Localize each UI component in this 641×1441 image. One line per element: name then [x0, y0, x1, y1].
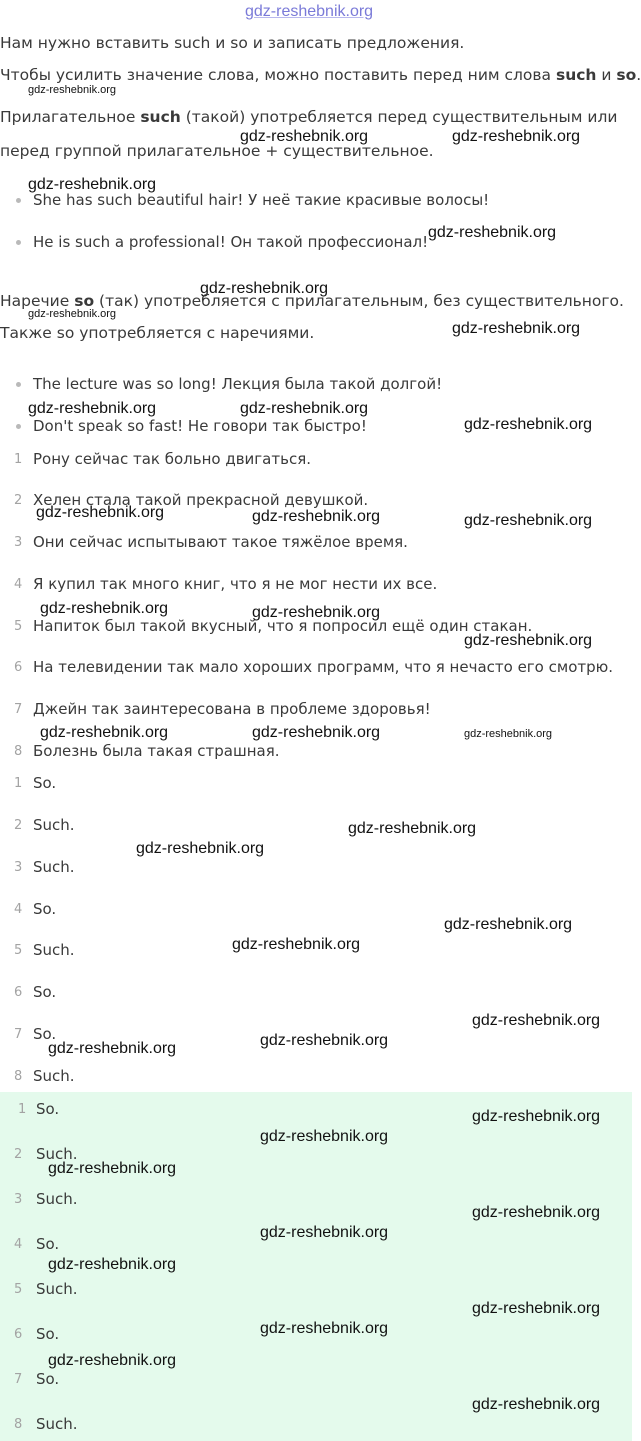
watermark: gdz-reshebnik.org: [472, 1204, 601, 1221]
watermark: gdz-reshebnik.org: [452, 320, 581, 337]
watermark: gdz-reshebnik.org: [48, 1040, 177, 1057]
bullet-icon: [16, 424, 21, 429]
sentence-text: Напиток был такой вкусный, что я попросил ещё один стакан.: [33, 617, 533, 635]
sentence-number: 5: [14, 619, 23, 634]
bullet-icon: [16, 382, 21, 387]
answer-text: So.: [36, 1235, 60, 1253]
sentence-text: Рону сейчас так больно двигаться.: [33, 450, 311, 468]
answer-number: 2: [14, 818, 23, 833]
sentence-text: Болезнь была такая страшная.: [33, 742, 280, 760]
watermark: gdz-reshebnik.org: [40, 600, 169, 617]
intro-line-2-start: Чтобы усилить значение слова, можно поставить перед ним слова: [0, 66, 556, 84]
answer-number: 4: [14, 1237, 23, 1252]
watermark: gdz-reshebnik.org: [240, 128, 369, 145]
answer-text: Such.: [33, 941, 75, 959]
so-rule-start: Наречие: [0, 292, 75, 310]
sentence-text: На телевидении так мало хороших программ, что я нечасто его смотрю.: [33, 658, 614, 676]
answer-text: So.: [33, 774, 57, 792]
sentence-number: 6: [14, 660, 23, 675]
watermark: gdz-reshebnik.org: [48, 1256, 177, 1273]
sentence-number: 2: [14, 493, 23, 508]
watermark: gdz-reshebnik.org: [472, 1108, 601, 1125]
watermark: gdz-reshebnik.org: [252, 604, 381, 621]
watermark: gdz-reshebnik.org: [28, 176, 157, 193]
such-rule-start: Прилагательное: [0, 108, 141, 126]
sentence-number: 3: [14, 535, 23, 550]
sentence-number: 1: [14, 452, 23, 467]
answer-text: So.: [33, 900, 57, 918]
watermark-header: gdz-reshebnik.org: [245, 3, 374, 20]
word-so: so: [74, 292, 95, 310]
bullet-icon: [16, 240, 21, 245]
watermark: gdz-reshebnik.org: [240, 400, 369, 417]
answer-text: Such.: [36, 1190, 78, 1208]
answer-number: 6: [14, 1327, 23, 1342]
watermark: gdz-reshebnik.org: [464, 512, 593, 529]
watermark: gdz-reshebnik.org: [200, 280, 329, 297]
answer-number: 2: [14, 1147, 23, 1162]
answer-text: So.: [36, 1100, 60, 1118]
sentence-text: Джейн так заинтересована в проблеме здоровья!: [33, 700, 431, 718]
intro-line-2-mid: и: [596, 66, 617, 84]
watermark: gdz-reshebnik.org: [136, 840, 265, 857]
sentence-number: 7: [14, 702, 23, 717]
sentence-text: Хелен стала такой прекрасной девушкой.: [33, 491, 369, 509]
watermark: gdz-reshebnik.org: [464, 728, 553, 740]
watermark: gdz-reshebnik.org: [472, 1012, 601, 1029]
example-such-1: She has such beautiful hair! У неё такие красивые волосы!: [33, 191, 490, 209]
answer-text: So.: [36, 1325, 60, 1343]
watermark: gdz-reshebnik.org: [252, 508, 381, 525]
such-rule-line-1: [0, 108, 617, 126]
watermark: gdz-reshebnik.org: [260, 1032, 389, 1049]
watermark: gdz-reshebnik.org: [452, 128, 581, 145]
answer-text: So.: [33, 983, 57, 1001]
watermark: gdz-reshebnik.org: [444, 916, 573, 933]
watermark: gdz-reshebnik.org: [348, 820, 477, 837]
answer-number: 7: [14, 1027, 23, 1042]
example-so-2: Don't speak so fast! Не говори так быстро!: [33, 417, 367, 435]
example-so-1: The lecture was so long! Лекция была такой долгой!: [33, 375, 443, 393]
so-rule-line-2: Также so употребляется с наречиями.: [0, 324, 315, 342]
word-such: such: [140, 108, 181, 126]
intro-line-2: [0, 66, 641, 84]
answer-text: So.: [36, 1370, 60, 1388]
watermark: gdz-reshebnik.org: [40, 724, 169, 741]
such-rule-line-2: перед группой прилагательное + существительное.: [0, 142, 434, 160]
answer-text: Such.: [36, 1280, 78, 1298]
sentence-number: 8: [14, 744, 23, 759]
answer-text: Such.: [36, 1145, 78, 1163]
word-so: so: [616, 66, 637, 84]
sentence-text: Я купил так много книг, что я не мог нести их все.: [33, 575, 438, 593]
watermark: gdz-reshebnik.org: [36, 504, 165, 521]
so-rule-end: (так) употребляется с прилагательным, без существительного.: [94, 292, 624, 310]
watermark: gdz-reshebnik.org: [28, 84, 117, 96]
answer-number: 4: [14, 902, 23, 917]
intro-line-1: Нам нужно вставить such и so и записать предложения.: [0, 34, 465, 52]
watermark: gdz-reshebnik.org: [28, 400, 157, 417]
intro-line-2-end: .: [636, 66, 641, 84]
answer-number: 6: [14, 985, 23, 1000]
sentence-number: 4: [14, 577, 23, 592]
answer-number: 3: [14, 860, 23, 875]
watermark: gdz-reshebnik.org: [260, 1224, 389, 1241]
answer-text: Such.: [33, 858, 75, 876]
answer-number: 5: [14, 1282, 23, 1297]
watermark: gdz-reshebnik.org: [464, 416, 593, 433]
answer-number: 1: [18, 1102, 27, 1117]
answer-text: Such.: [33, 1067, 75, 1085]
answer-number: 8: [14, 1069, 23, 1084]
answer-number: 1: [14, 776, 23, 791]
answer-number: 7: [14, 1372, 23, 1387]
watermark: gdz-reshebnik.org: [260, 1320, 389, 1337]
word-such: such: [555, 66, 597, 84]
watermark: gdz-reshebnik.org: [232, 936, 361, 953]
watermark: gdz-reshebnik.org: [428, 224, 557, 241]
answer-text: Such.: [33, 816, 75, 834]
watermark: gdz-reshebnik.org: [464, 632, 593, 649]
example-such-2: He is such a professional! Он такой профессионал!: [33, 233, 429, 251]
answer-text: Such.: [36, 1415, 78, 1433]
answer-number: 8: [14, 1417, 23, 1432]
watermark: gdz-reshebnik.org: [260, 1128, 389, 1145]
answer-number: 3: [14, 1192, 23, 1207]
sentence-text: Они сейчас испытывают такое тяжёлое время.: [33, 533, 408, 551]
answer-number: 5: [14, 943, 23, 958]
bullet-icon: [16, 198, 21, 203]
watermark: gdz-reshebnik.org: [28, 308, 117, 320]
watermark: gdz-reshebnik.org: [48, 1160, 177, 1177]
answer-text: So.: [33, 1025, 57, 1043]
watermark: gdz-reshebnik.org: [252, 724, 381, 741]
such-rule-end: (такой) употребляется перед существительным или: [180, 108, 618, 126]
watermark: gdz-reshebnik.org: [472, 1300, 601, 1317]
watermark: gdz-reshebnik.org: [472, 1396, 601, 1413]
watermark: gdz-reshebnik.org: [48, 1352, 177, 1369]
